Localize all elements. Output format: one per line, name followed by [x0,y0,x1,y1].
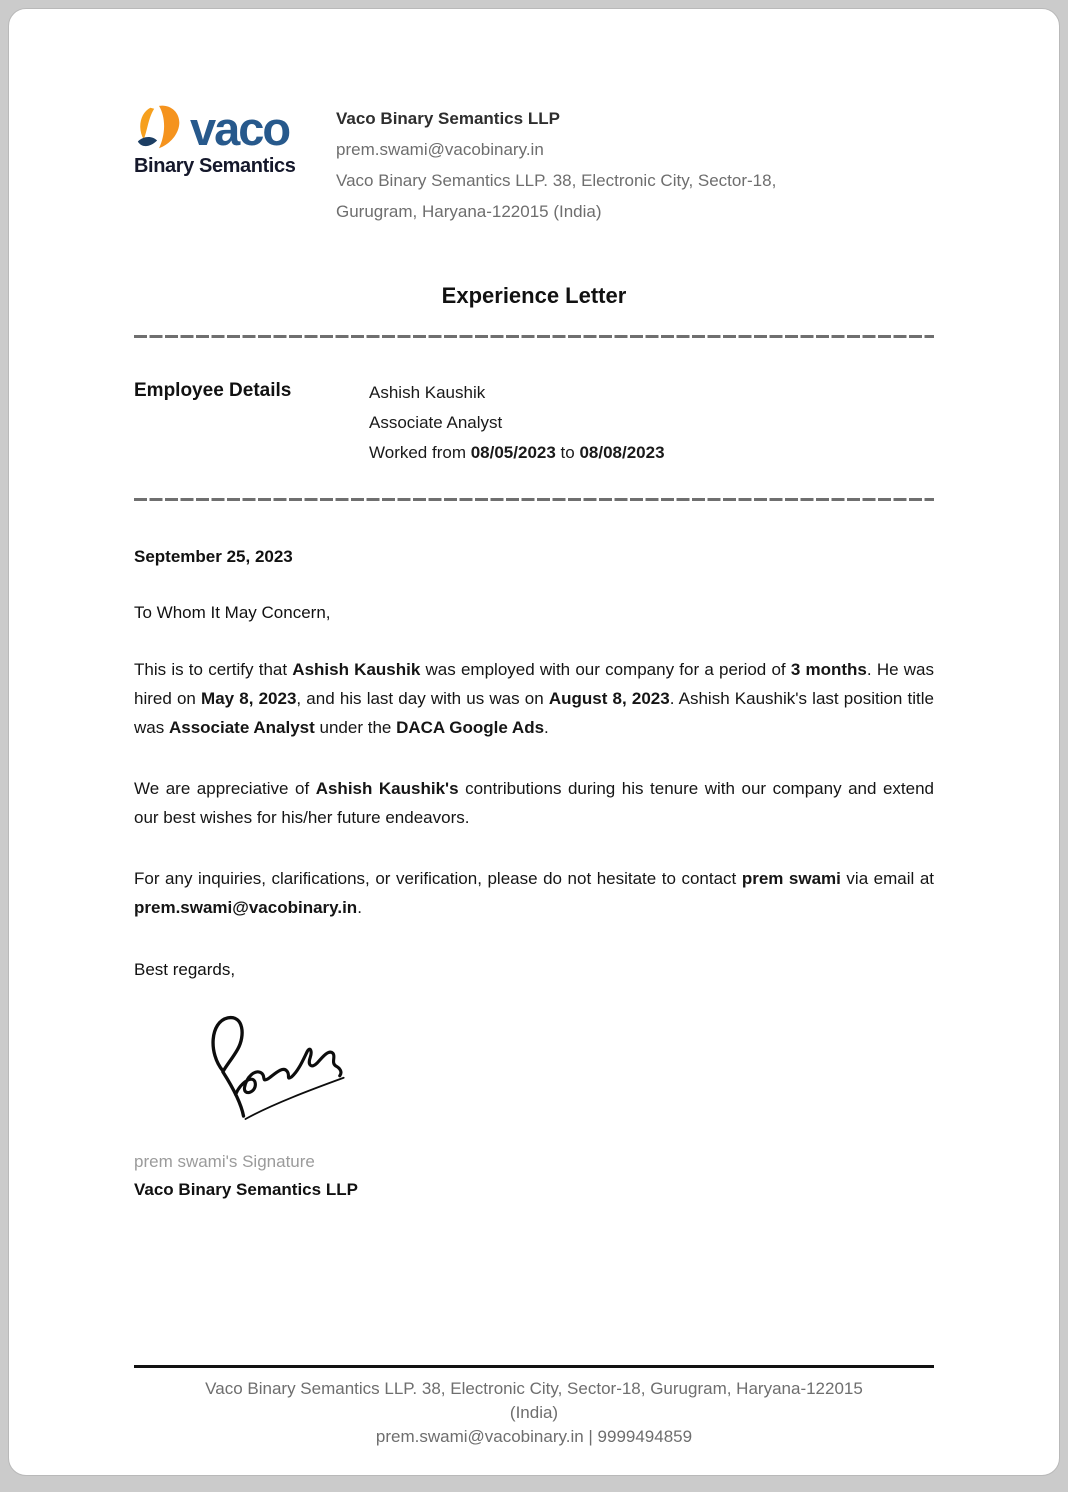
logo-brand-text: vaco [190,101,290,155]
company-address-line2: Gurugram, Haryana-122015 (India) [336,202,602,221]
company-address-line1: Vaco Binary Semantics LLP. 38, Electronic City, Sector-18, [336,171,777,190]
company-email: prem.swami@vacobinary.in [336,140,544,159]
signature-company: Vaco Binary Semantics LLP [134,1180,358,1199]
signature-image [196,1010,348,1120]
employee-name: Ashish Kaushik [369,383,486,402]
footer-rule [134,1365,934,1368]
footer-address-line1: Vaco Binary Semantics LLP. 38, Electronic City, Sector-18, Gurugram, Haryana-122015 [205,1379,863,1398]
employee-position: Associate Analyst [369,413,503,432]
closing-line: Best regards, [134,960,236,979]
company-contact-block [336,101,934,227]
paragraph-employment: This is to certify that Ashish Kaushik was employed with our company for a period of 3 months. He was hired on May 8, 2023, and his last day with us was on August 8, 2023. Ashish Kaushik's last position title was Associate Analyst under the DACA Google Ads. [134,660,934,737]
divider-top [134,335,934,338]
salutation: To Whom It May Concern, [134,603,331,622]
signature-caption: prem swami's Signature [134,1152,315,1171]
footer-address-line2: (India) [509,1403,559,1422]
footer-contact-line: prem.swami@vacobinary.in | 9999494859 [375,1427,693,1446]
page-title: Experience Letter [441,283,627,308]
employee-details-values [369,378,934,468]
employee-details-section [134,378,934,468]
letter-date: September 25, 2023 [134,547,293,566]
divider-bottom [134,498,934,501]
employee-worked-dates: Worked from 08/05/2023 to 08/08/2023 [369,443,665,462]
vaco-logo-icon [134,103,186,153]
letter-page [8,8,1060,1476]
letterhead [134,101,934,227]
company-logo [134,101,312,178]
employee-details-label: Employee Details [134,380,292,401]
flex-spacer [134,1200,934,1365]
logo-sub-text: Binary Semantics [134,155,296,177]
company-name: Vaco Binary Semantics LLP [336,109,560,128]
footer [134,1377,934,1449]
paragraph-appreciation: We are appreciative of Ashish Kaushik's contributions during his tenure with our company and extend our best wishes for his/her future endeavors. [134,779,935,827]
paragraph-contact: For any inquiries, clarifications, or verification, please do not hesitate to contact prem swami via email at prem.swami@vacobinary.in. [134,869,935,917]
